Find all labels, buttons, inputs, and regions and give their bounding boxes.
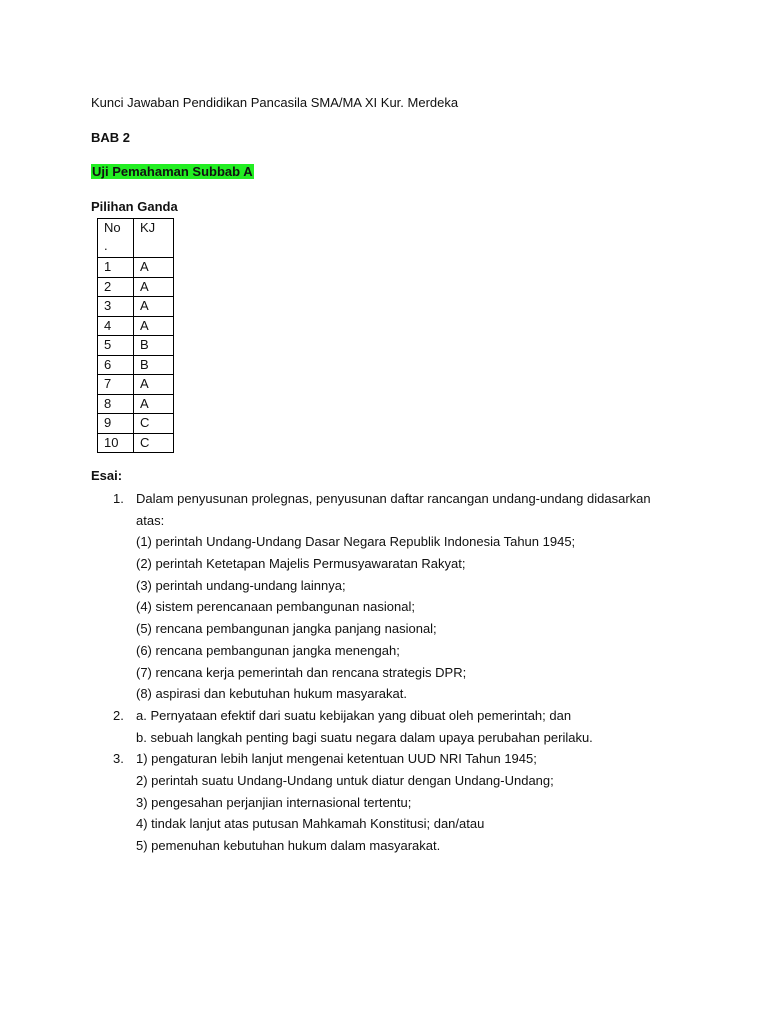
essay-item-text: (2) perintah Ketetapan Majelis Permusyawaratan Rakyat; xyxy=(136,556,466,572)
essay-line xyxy=(91,553,731,575)
essay-line xyxy=(91,531,731,553)
essay-item-text: 2) perintah suatu Undang-Undang untuk diatur dengan Undang-Undang; xyxy=(136,772,554,788)
row-number-cell: 3 xyxy=(98,297,134,317)
table-row xyxy=(98,394,174,414)
answer-key-cell: A xyxy=(134,297,174,317)
essay-line xyxy=(91,618,731,640)
table-row xyxy=(98,375,174,395)
table-row xyxy=(98,277,174,297)
essay-item-text: Dalam penyusunan prolegnas, penyusunan daftar rancangan undang-undang didasarkan xyxy=(136,491,651,506)
essay-item-text: (1) perintah Undang-Undang Dasar Negara Republik Indonesia Tahun 1945; xyxy=(136,534,576,550)
essay-item-text: b. sebuah langkah penting bagi suatu negara dalam upaya perubahan perilaku. xyxy=(136,729,593,745)
essay-line xyxy=(91,770,731,792)
row-number-cell: 7 xyxy=(98,375,134,395)
essay-item-text: (6) rencana pembangunan jangka menengah; xyxy=(136,642,400,658)
essay-item-text: 4) tindak lanjut atas putusan Mahkamah Konstitusi; dan/atau xyxy=(136,816,485,832)
essay-item-text: (4) sistem perencanaan pembangunan nasional; xyxy=(136,599,415,615)
header-no-cell xyxy=(98,219,134,258)
essay-line xyxy=(91,575,731,597)
header-kj: KJ xyxy=(134,219,174,258)
essay-item-text: atas: xyxy=(136,512,165,528)
answer-key-cell: B xyxy=(134,336,174,356)
essay-item-number: 2. xyxy=(113,707,124,723)
answer-key-cell: A xyxy=(134,316,174,336)
essay-item-text: (8) aspirasi dan kebutuhan hukum masyarakat. xyxy=(136,686,407,702)
essay-line xyxy=(91,727,731,749)
essay-line xyxy=(91,792,731,814)
essay-item-number: 1. xyxy=(113,491,124,506)
header-no: No xyxy=(104,220,121,235)
document-title: Kunci Jawaban Pendidikan Pancasila SMA/MA XI Kur. Merdeka xyxy=(91,95,459,110)
essay-heading: Esai: xyxy=(91,468,123,483)
essay-line xyxy=(91,748,731,770)
essay-line xyxy=(91,705,731,727)
multiple-choice-heading: Pilihan Ganda xyxy=(91,199,178,214)
chapter-heading: BAB 2 xyxy=(91,130,131,145)
essay-line xyxy=(91,510,731,532)
row-number-cell: 4 xyxy=(98,316,134,336)
answer-key-cell: A xyxy=(134,258,174,278)
table-row xyxy=(98,336,174,356)
answer-key-cell: A xyxy=(134,277,174,297)
row-number-cell: 9 xyxy=(98,414,134,434)
essay-item-text: 5) pemenuhan kebutuhan hukum dalam masyarakat. xyxy=(136,838,441,853)
table-header-row xyxy=(98,219,174,258)
answer-key-cell: A xyxy=(134,375,174,395)
section-heading: Uji Pemahaman Subbab A xyxy=(92,164,253,179)
essay-item-text: 1) pengaturan lebih lanjut mengenai ketentuan UUD NRI Tahun 1945; xyxy=(136,751,537,767)
answer-key-cell: B xyxy=(134,355,174,375)
essay-list xyxy=(91,488,731,857)
table-row xyxy=(98,433,174,453)
row-number-cell: 1 xyxy=(98,258,134,278)
table-row xyxy=(98,414,174,434)
row-number-cell: 5 xyxy=(98,336,134,356)
row-number-cell: 10 xyxy=(98,433,134,453)
essay-line xyxy=(91,640,731,662)
essay-item-text: (7) rencana kerja pemerintah dan rencana strategis DPR; xyxy=(136,664,467,680)
essay-item-text: a. Pernyataan efektif dari suatu kebijakan yang dibuat oleh pemerintah; dan xyxy=(136,707,572,723)
table-row xyxy=(98,258,174,278)
answer-key-cell: C xyxy=(134,414,174,434)
table-row xyxy=(98,316,174,336)
answer-key-table xyxy=(97,218,174,453)
essay-item-text: (3) perintah undang-undang lainnya; xyxy=(136,577,346,593)
row-number-cell: 2 xyxy=(98,277,134,297)
essay-line xyxy=(91,662,731,684)
answer-key-cell: C xyxy=(134,433,174,453)
table-row xyxy=(98,355,174,375)
essay-item-text: (5) rencana pembangunan jangka panjang nasional; xyxy=(136,621,437,637)
essay-line xyxy=(91,683,731,705)
essay-line xyxy=(91,596,731,618)
essay-item-text: 3) pengesahan perjanjian internasional tertentu; xyxy=(136,794,412,810)
essay-item-number: 3. xyxy=(113,751,124,767)
essay-line xyxy=(91,813,731,835)
header-no-dot: . xyxy=(104,238,108,253)
table-row xyxy=(98,297,174,317)
essay-line xyxy=(91,835,731,857)
answer-key-cell: A xyxy=(134,394,174,414)
row-number-cell: 8 xyxy=(98,394,134,414)
row-number-cell: 6 xyxy=(98,355,134,375)
essay-line xyxy=(91,488,731,510)
section-heading-wrap xyxy=(91,163,254,181)
